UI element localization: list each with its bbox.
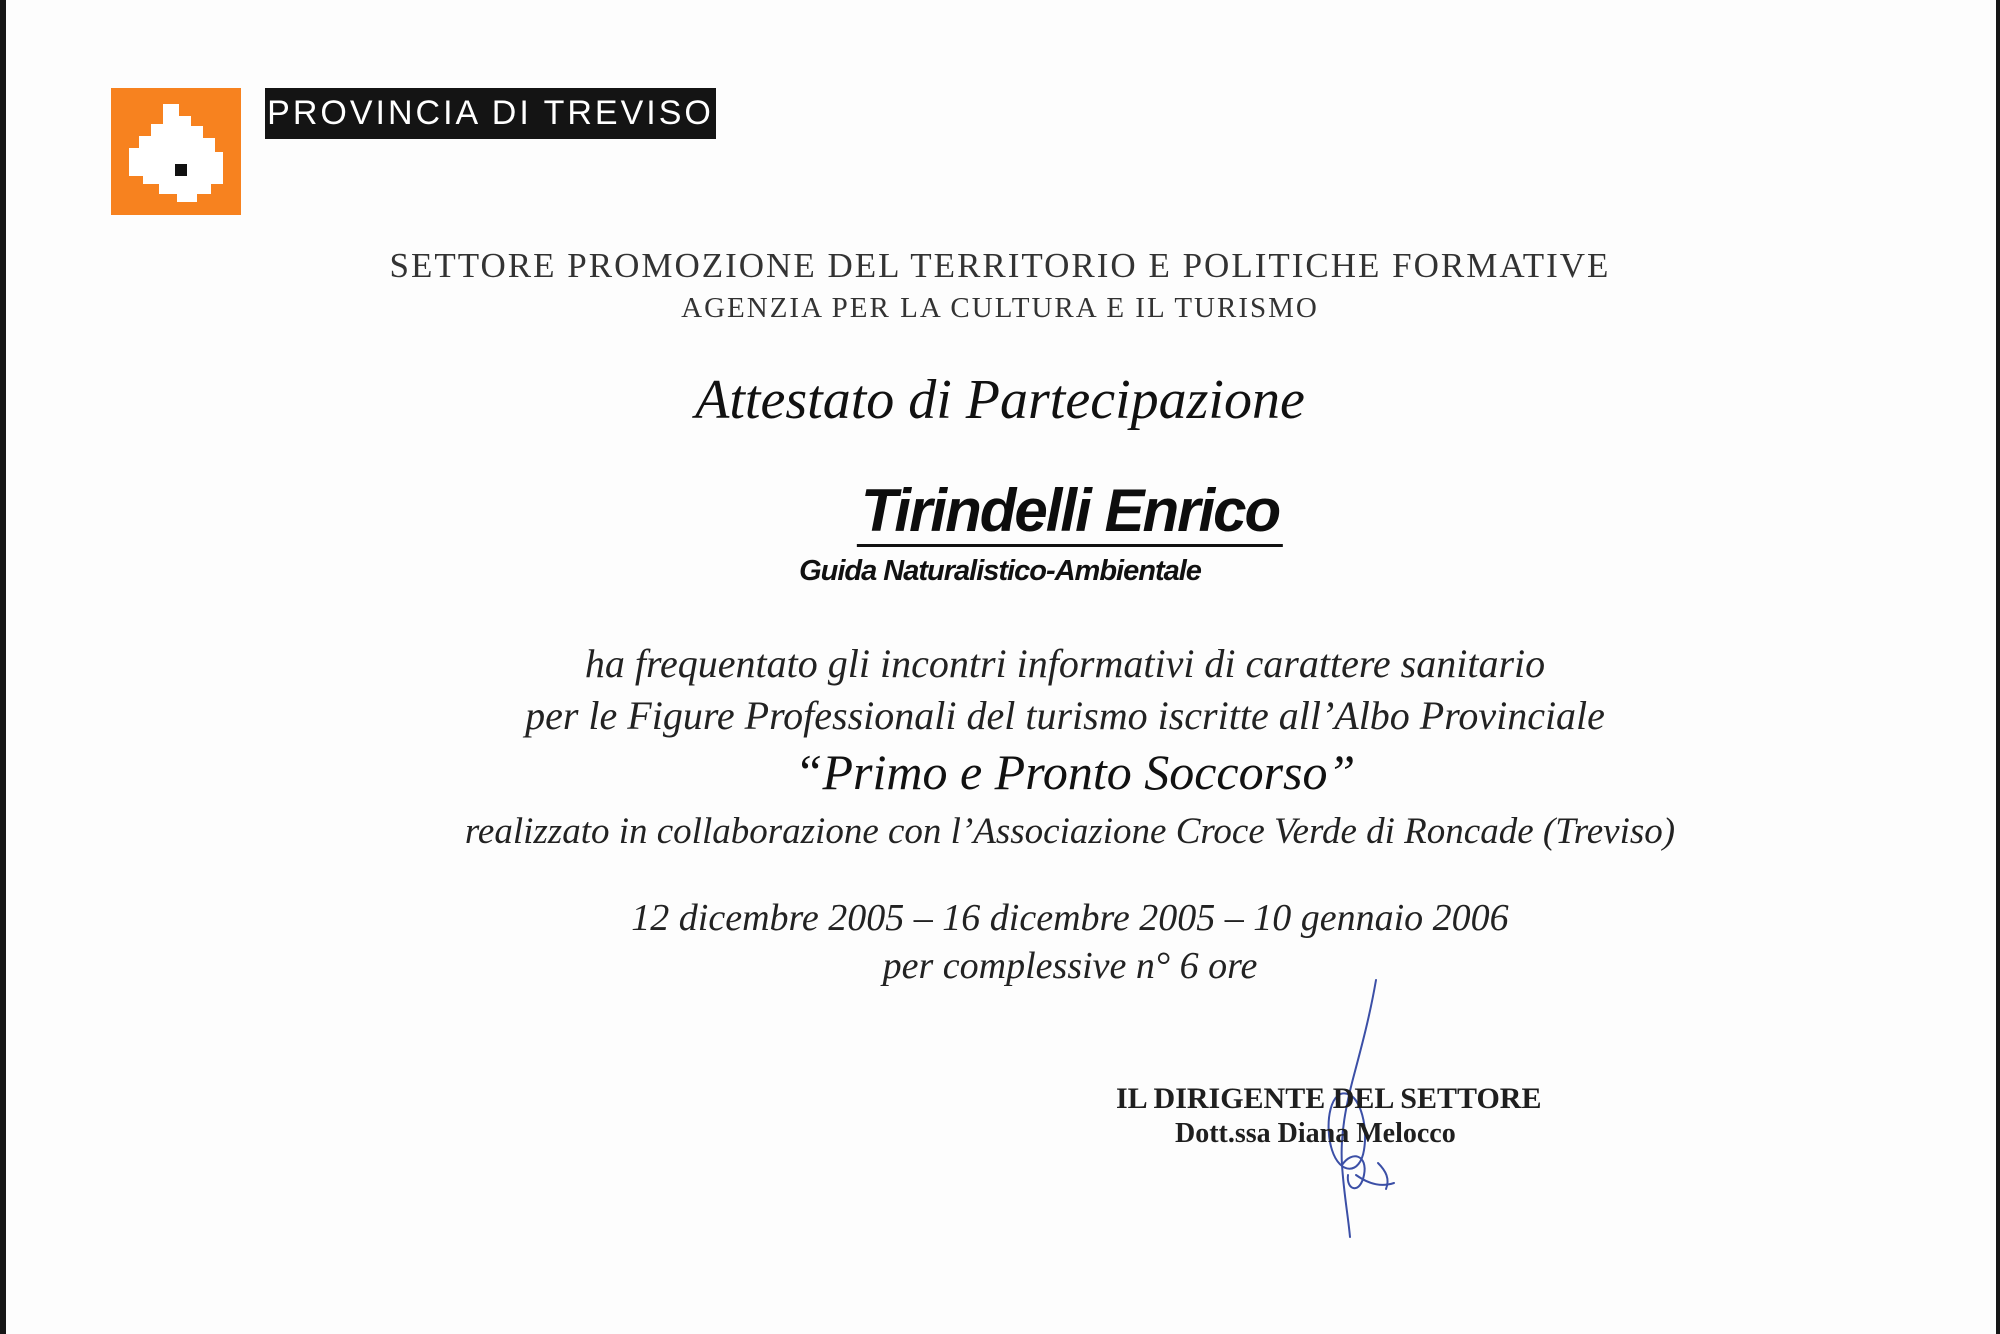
issuer-department: SETTORE PROMOZIONE DEL TERRITORIO E POLITICHE FORMATIVE bbox=[389, 246, 1611, 285]
course-name: “Primo e Pronto Soccorso” bbox=[794, 744, 1356, 800]
course-dates: 12 dicembre 2005 – 16 dicembre 2005 – 10 gennaio 2006 bbox=[631, 897, 1509, 939]
scan-border-right bbox=[1996, 0, 2000, 1334]
recipient-role: Guida Naturalistico-Ambientale bbox=[799, 555, 1201, 587]
brand-name: PROVINCIA DI TREVISO bbox=[265, 88, 716, 139]
course-hours: per complessive n° 6 ore bbox=[882, 945, 1258, 987]
certificate-title: Attestato di Partecipazione bbox=[695, 369, 1305, 431]
body-text-line-1: ha frequentato gli incontri informativi di carattere sanitario bbox=[584, 641, 1546, 686]
body-text-line-2: per le Figure Professionali del turismo iscritte all’Albo Provinciale bbox=[525, 693, 1605, 738]
scan-border-left bbox=[0, 0, 6, 1334]
recipient-name: Tirindelli Enrico bbox=[857, 478, 1283, 547]
signatory-role: IL DIRIGENTE DEL SETTORE bbox=[1116, 1082, 1542, 1115]
body-text-line-3: realizzato in collaborazione con l’Associazione Croce Verde di Roncade (Treviso) bbox=[464, 811, 1676, 852]
provincia-treviso-logo-icon bbox=[111, 88, 241, 215]
signatory-name: Dott.ssa Diana Melocco bbox=[1175, 1118, 1456, 1149]
issuer-agency: AGENZIA PER LA CULTURA E IL TURISMO bbox=[681, 292, 1319, 324]
